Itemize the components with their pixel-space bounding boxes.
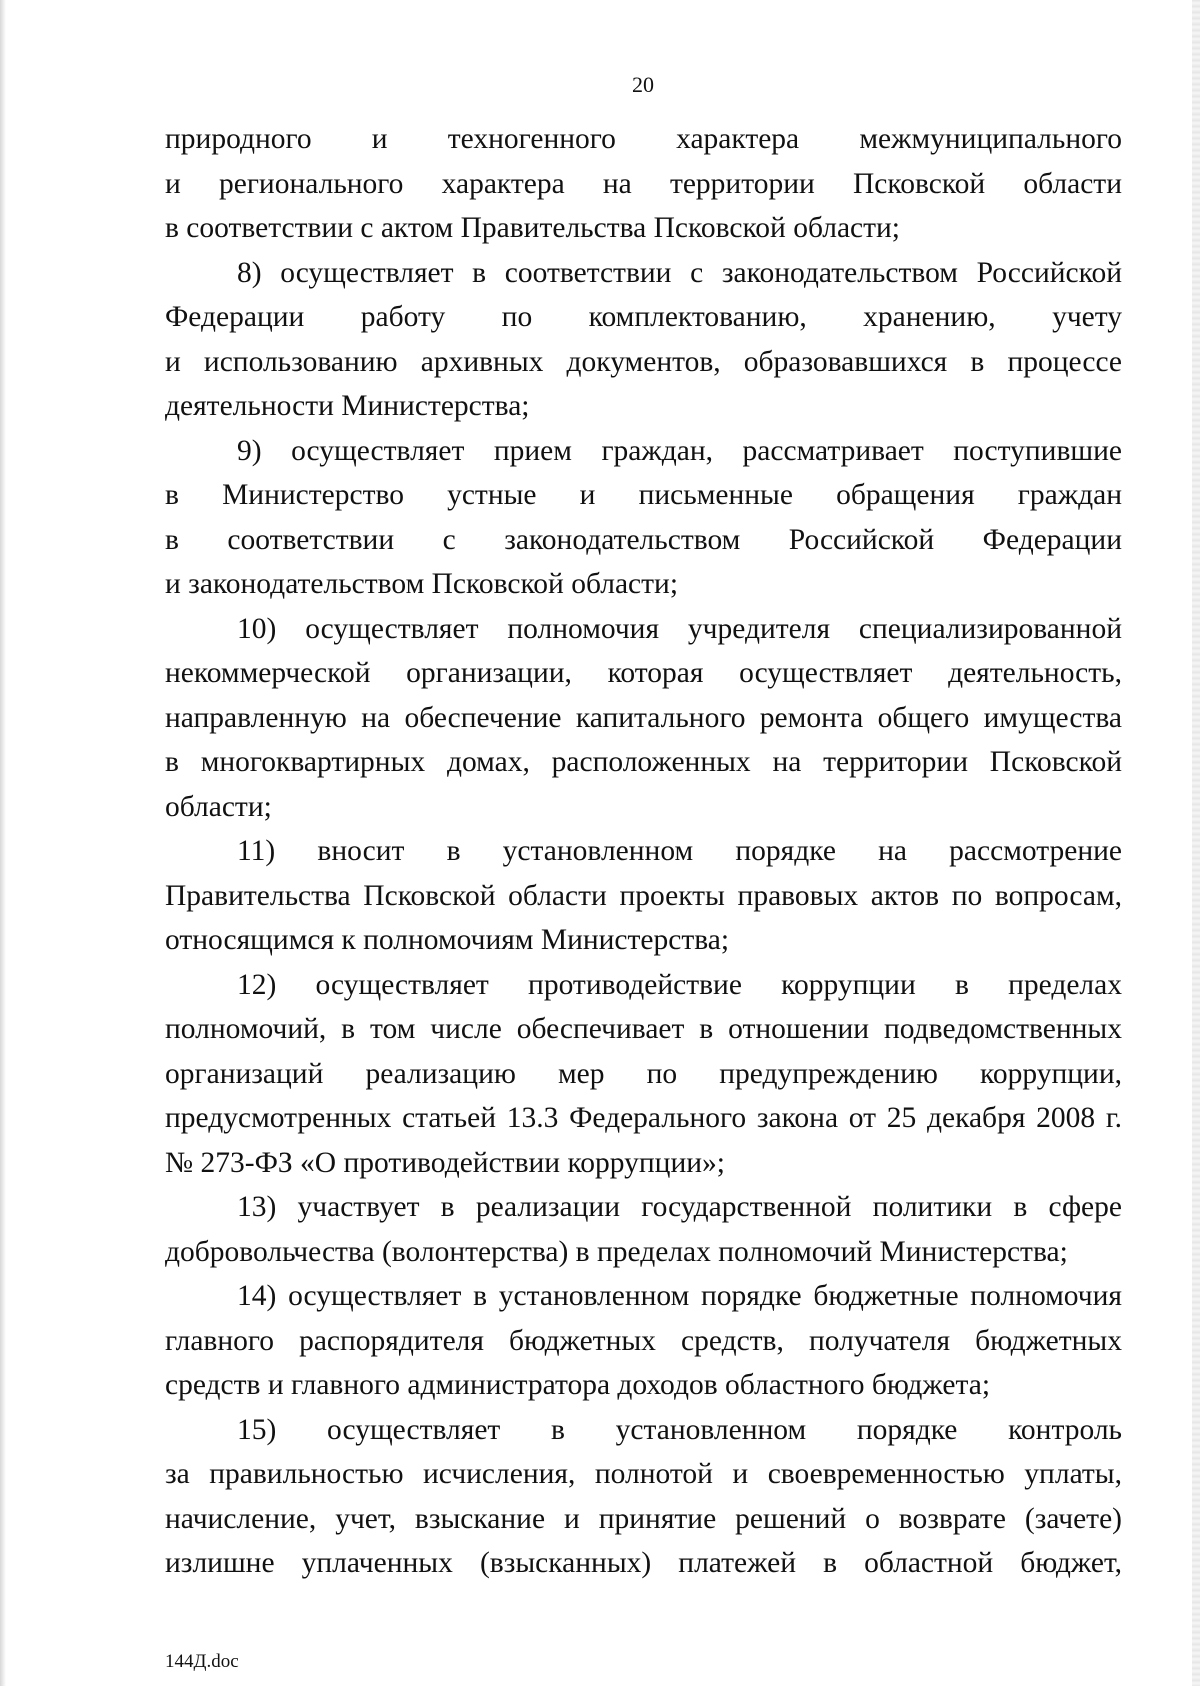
text-line: 12) осуществляет противодействие коррупции в пределах [237,968,1122,1001]
text-line: в Министерство устные и письменные обращения граждан [165,479,1122,511]
text-line: средств и главного администратора доходов областного бюджета; [165,1369,991,1401]
text-line: направленную на обеспечение капитального ремонта общего имущества [165,701,1122,734]
document-body [165,117,1122,1586]
text-line: Правительства Псковской области проекты правовых актов по вопросам, [165,879,1122,912]
text-line: 11) вносит в установленном порядке на рассмотрение [237,835,1122,867]
text-line: в соответствии с актом Правительства Псковской области; [165,212,901,244]
text-line: 10) осуществляет полномочия учредителя специализированной [237,612,1122,645]
text-line: в многоквартирных домах, расположенных на территории Псковской [165,746,1122,778]
text-line: за правильностью исчисления, полнотой и своевременностью уплаты, [165,1458,1122,1490]
text-line: и регионального характера на территории Псковской области [165,167,1122,200]
text-line: добровольчества (волонтерства) в пределах полномочий Министерства; [165,1235,1068,1268]
text-line: относящимся к полномочиям Министерства; [165,924,730,956]
text-line: деятельности Министерства; [165,390,530,422]
page-number: 20 [632,72,654,97]
text-line: 8) осуществляет в соответствии с законодательством Российской [237,256,1122,289]
text-line: полномочий, в том числе обеспечивает в отношении подведомственных [165,1013,1122,1045]
scan-edge-left [0,0,6,1686]
text-line: предусмотренных статьей 13.3 Федерального закона от 25 декабря 2008 г. [165,1102,1122,1134]
text-line: Федерации работу по комплектованию, хранению, учету [165,301,1122,333]
text-line: организаций реализацию мер по предупреждению коррупции, [165,1057,1122,1090]
text-line: в соответствии с законодательством Российской Федерации [165,523,1122,556]
text-line: области; [165,790,272,823]
text-line: природного и техногенного характера межмуниципального [165,123,1122,155]
document-filename-footer: 144Д.doc [165,1651,239,1672]
text-line: 15) осуществляет в установленном порядке контроль [237,1413,1122,1446]
text-line: некоммерческой организации, которая осуществляет деятельность, [165,657,1122,689]
text-line: главного распорядителя бюджетных средств, получателя бюджетных [165,1324,1122,1357]
text-line: 9) осуществляет прием граждан, рассматривает поступившие [237,434,1122,467]
text-line: и использованию архивных документов, образовавшихся в процессе [165,345,1122,378]
text-line: 14) осуществляет в установленном порядке бюджетные полномочия [237,1280,1122,1312]
text-line: № 273-ФЗ «О противодействии коррупции»; [165,1146,725,1179]
text-line: начисление, учет, взыскание и принятие решений о возврате (зачете) [165,1502,1122,1535]
scan-edge-right [1192,0,1200,1686]
text-line: 13) участвует в реализации государственной политики в сфере [237,1191,1122,1223]
text-line: и законодательством Псковской области; [165,568,679,600]
text-line: излишне уплаченных (взысканных) платежей в областной бюджет, [165,1547,1122,1579]
